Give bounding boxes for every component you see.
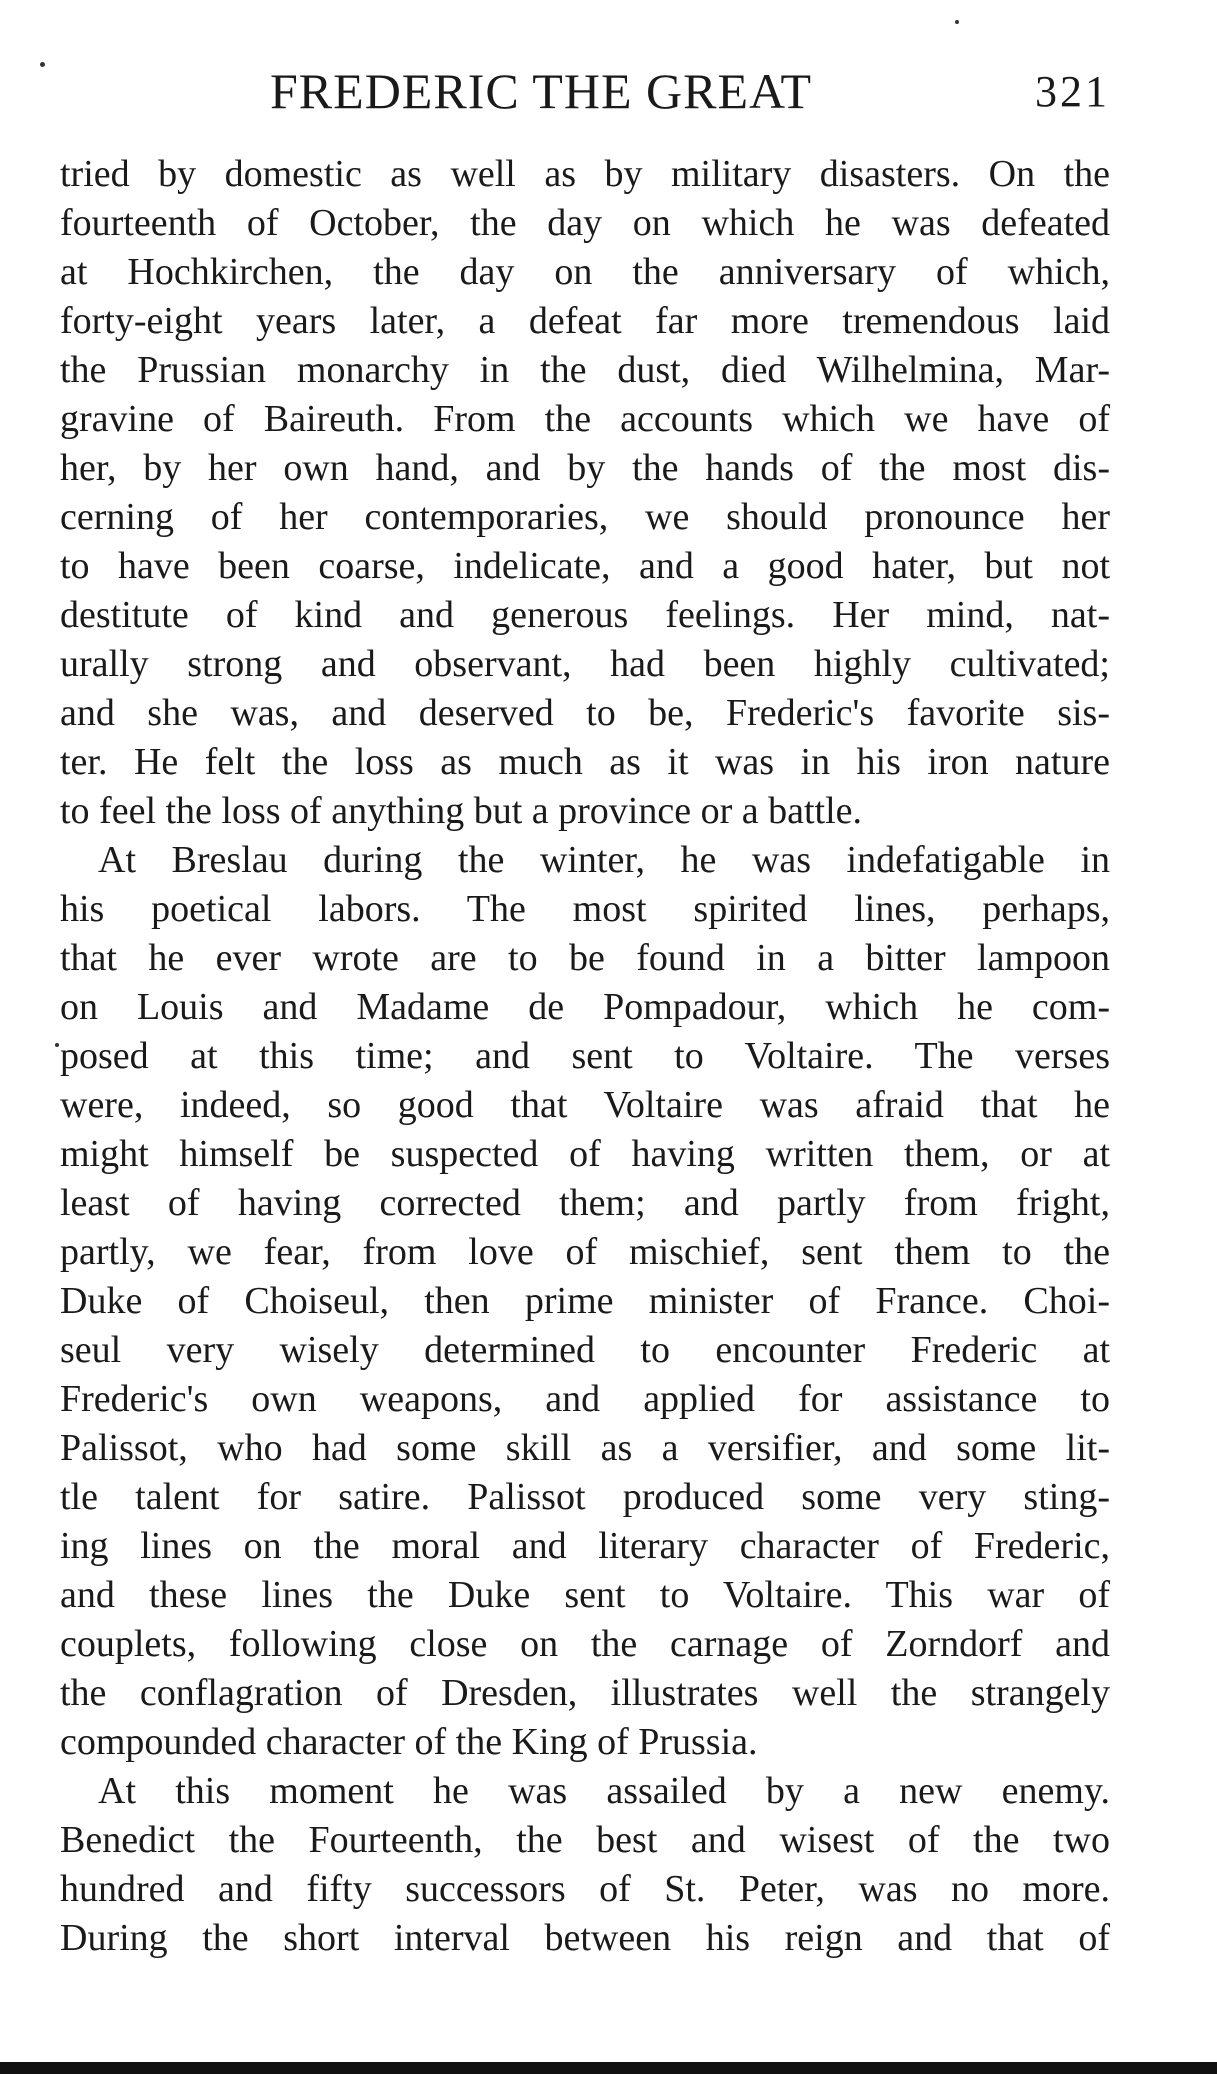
- scan-speck: [40, 62, 45, 67]
- bottom-border: [0, 2062, 1217, 2074]
- paragraph: [60, 836, 1110, 1767]
- text-line: partly, we fear, from love of mischief, sent them to the: [60, 1231, 1110, 1273]
- page-number: 321: [1035, 67, 1110, 116]
- text-line: At Breslau during the winter, he was indefatigable in: [98, 839, 1110, 881]
- text-line: tried by domestic as well as by military disasters. On the: [60, 153, 1110, 195]
- text-line: cerning of her contemporaries, we should pronounce her: [60, 496, 1110, 538]
- page-header: [60, 62, 1110, 122]
- text-line: gravine of Baireuth. From the accounts which we have of: [60, 398, 1110, 440]
- text-line: his poetical labors. The most spirited lines, perhaps,: [60, 888, 1110, 930]
- text-line: ter. He felt the loss as much as it was in his iron nature: [60, 741, 1110, 783]
- text-line: on Louis and Madame de Pompadour, which he com-: [60, 986, 1110, 1028]
- text-line: might himself be suspected of having written them, or at: [60, 1133, 1110, 1175]
- text-line: to feel the loss of anything but a province or a battle.: [60, 790, 862, 832]
- text-line: and she was, and deserved to be, Frederic's favorite sis-: [60, 692, 1110, 734]
- text-line: her, by her own hand, and by the hands of the most dis-: [60, 447, 1110, 489]
- text-line: the Prussian monarchy in the dust, died Wilhelmina, Mar-: [60, 349, 1110, 391]
- text-line: the conflagration of Dresden, illustrates well the strangely: [60, 1672, 1110, 1714]
- text-line: fourteenth of October, the day on which he was defeated: [60, 202, 1110, 244]
- paragraph: [60, 150, 1110, 836]
- text-line: destitute of kind and generous feelings. Her mind, nat-: [60, 594, 1110, 636]
- scan-speck: [55, 1043, 59, 1047]
- text-line: least of having corrected them; and partly from fright,: [60, 1182, 1110, 1224]
- paragraph: [60, 1767, 1110, 1963]
- running-title: FREDERIC THE GREAT: [270, 63, 813, 119]
- text-line: were, indeed, so good that Voltaire was afraid that he: [60, 1084, 1110, 1126]
- text-line: compounded character of the King of Prussia.: [60, 1721, 758, 1763]
- text-line: couplets, following close on the carnage of Zorndorf and: [60, 1623, 1110, 1665]
- text-line: posed at this time; and sent to Voltaire. The verses: [60, 1035, 1110, 1077]
- text-line: At this moment he was assailed by a new enemy.: [98, 1770, 1110, 1812]
- text-line: Palissot, who had some skill as a versifier, and some lit-: [60, 1427, 1110, 1469]
- text-line: Frederic's own weapons, and applied for assistance to: [60, 1378, 1110, 1420]
- text-line: tle talent for satire. Palissot produced some very sting-: [60, 1476, 1110, 1518]
- scan-speck: [955, 20, 959, 24]
- text-line: to have been coarse, indelicate, and a good hater, but not: [60, 545, 1110, 587]
- text-line: During the short interval between his reign and that of: [60, 1917, 1110, 1959]
- text-line: Benedict the Fourteenth, the best and wisest of the two: [60, 1819, 1110, 1861]
- body-text: [60, 150, 1110, 1963]
- text-line: Duke of Choiseul, then prime minister of France. Choi-: [60, 1280, 1110, 1322]
- text-line: that he ever wrote are to be found in a bitter lampoon: [60, 937, 1110, 979]
- text-line: seul very wisely determined to encounter Frederic at: [60, 1329, 1110, 1371]
- text-line: at Hochkirchen, the day on the anniversary of which,: [60, 251, 1110, 293]
- text-line: hundred and fifty successors of St. Peter, was no more.: [60, 1868, 1110, 1910]
- text-line: ing lines on the moral and literary character of Frederic,: [60, 1525, 1110, 1567]
- text-line: urally strong and observant, had been highly cultivated;: [60, 643, 1110, 685]
- text-line: and these lines the Duke sent to Voltaire. This war of: [60, 1574, 1110, 1616]
- text-line: forty-eight years later, a defeat far more tremendous laid: [60, 300, 1110, 342]
